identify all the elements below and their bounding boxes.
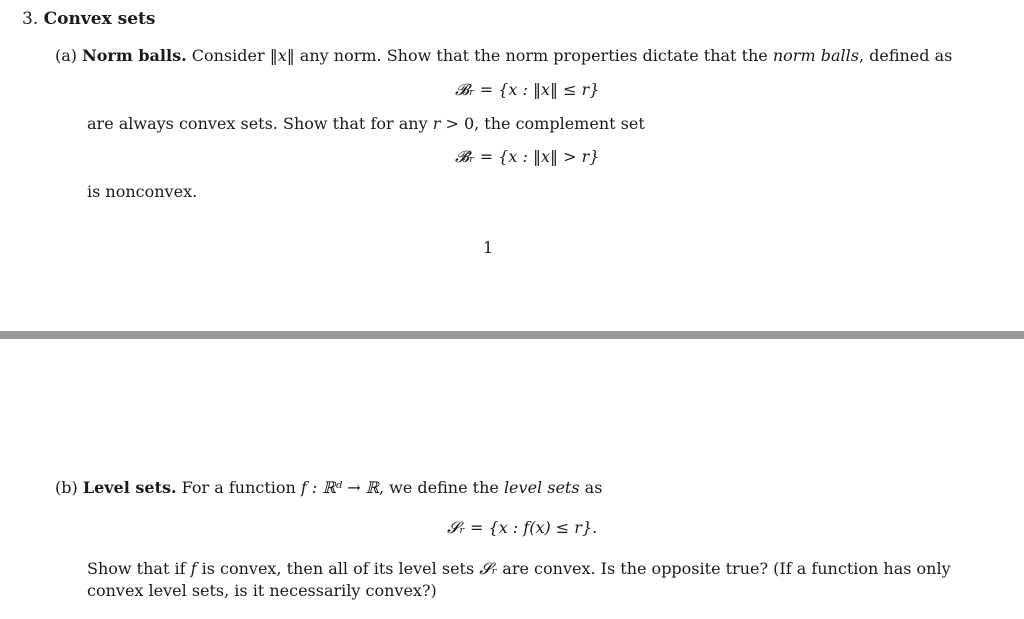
function-signature: f : ℝᵈ → ℝ	[300, 478, 379, 497]
part-b-question	[87, 558, 987, 602]
level-sets-term: level sets	[503, 478, 580, 497]
part-b-text-1: For a function	[176, 478, 301, 497]
norm-expression: ‖x‖	[269, 46, 295, 65]
part-a-tag: (a)	[55, 46, 78, 65]
part-b-para-text-1: Show that if	[87, 559, 191, 578]
part-a-line-2-text-1: are always convex sets. Show that for any	[87, 114, 433, 133]
part-a-text-2: any norm. Show that the norm properties dictate that the	[294, 46, 773, 65]
part-b-para-text-3: are convex. Is the opposite true? (If a function has only convex level sets, is it necessarily convex?)	[87, 559, 951, 600]
part-b-para-text-2: is convex, then all of its level sets	[196, 559, 480, 578]
part-a-text-3: , defined as	[858, 46, 953, 65]
part-a-intro	[55, 46, 952, 66]
radius-variable: r	[432, 114, 441, 133]
page-number: 1	[483, 238, 494, 257]
part-b-text-2: , we define the	[378, 478, 504, 497]
part-a-label: Norm balls.	[82, 46, 187, 65]
function-symbol: f	[190, 559, 197, 578]
problem-number: 3.	[22, 9, 39, 29]
norm-ball-definition: 𝓑ᵣ = {x : ‖x‖ ≤ r}	[455, 80, 600, 99]
part-b-text-3: as	[579, 478, 603, 497]
part-a-line-2	[87, 114, 645, 134]
complement-set-definition: 𝓑̄ᵣ = {x : ‖x‖ > r}	[455, 147, 600, 166]
part-b-intro	[55, 478, 602, 498]
part-a-text-1: Consider	[186, 46, 270, 65]
norm-balls-term: norm balls	[772, 46, 859, 65]
part-a-line-2-text-2: > 0, the complement set	[440, 114, 645, 133]
page-break-divider	[0, 331, 1024, 339]
part-b-tag: (b)	[55, 478, 78, 497]
part-b-label: Level sets.	[82, 478, 177, 497]
level-set-symbol: 𝓢ᵣ	[479, 559, 498, 578]
problem-heading	[22, 9, 155, 29]
problem-title: Convex sets	[43, 9, 156, 29]
level-set-definition: 𝓢ᵣ = {x : f(x) ≤ r}.	[447, 518, 598, 537]
part-a-line-3: is nonconvex.	[87, 182, 198, 201]
